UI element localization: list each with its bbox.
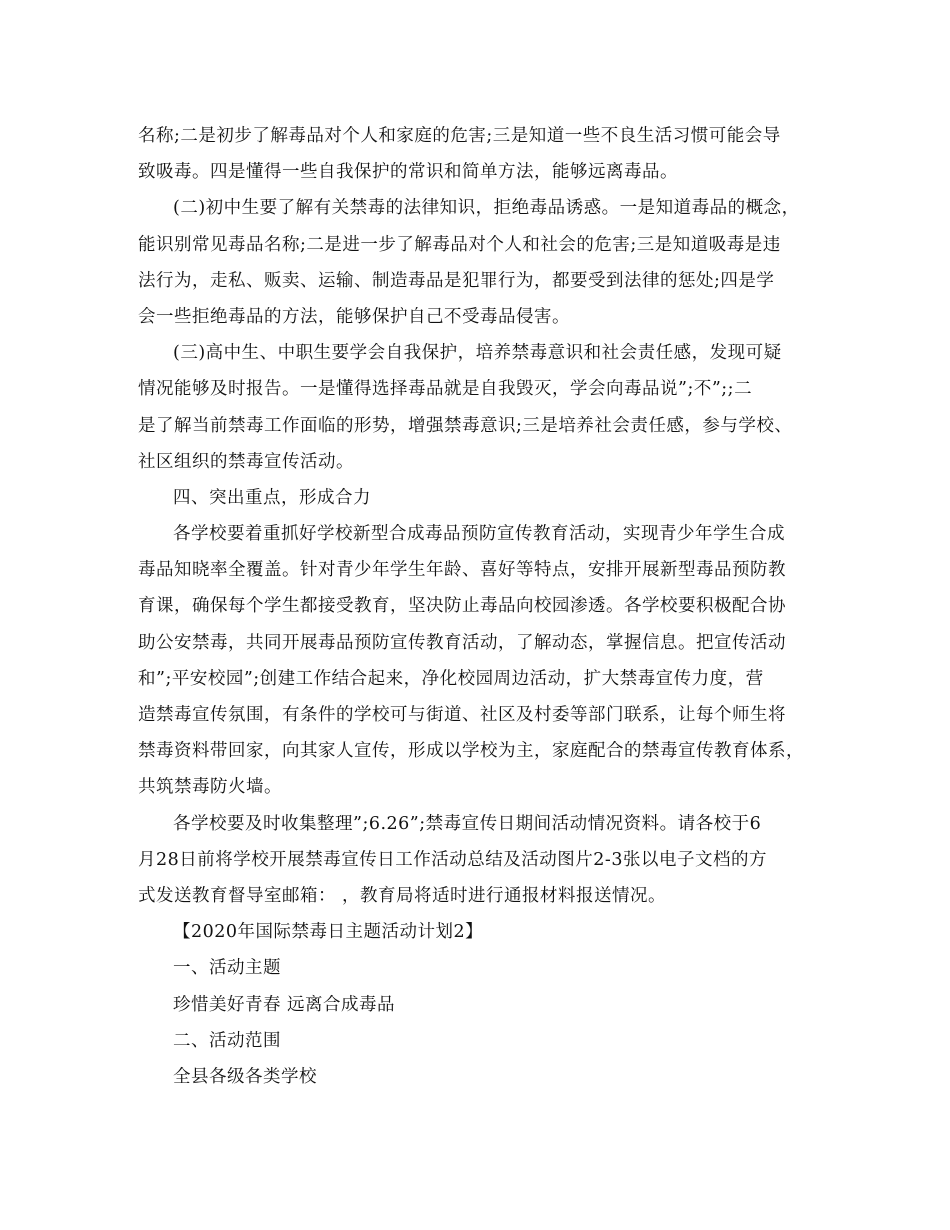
- text-line: 式发送教育督导室邮箱： ，教育局将适时进行通报材料报送情况。: [138, 885, 667, 906]
- document-body: [138, 118, 828, 1095]
- text-line: 四、突出重点，形成合力: [173, 487, 371, 508]
- text-line: 毒品知晓率全覆盖。针对青少年学生年龄、喜好等特点，安排开展新型毒品预防教: [138, 560, 786, 581]
- text-line: 各学校要着重抓好学校新型合成毒品预防宣传教育活动，实现青少年学生合成: [173, 524, 785, 545]
- text-line: 会一些拒绝毒品的方法，能够保护自己不受毒品侵害。: [138, 306, 570, 327]
- text-line: 是了解当前禁毒工作面临的形势，增强禁毒意识;三是培养社会责任感，参与学校、: [138, 415, 793, 436]
- text-line: (三)高中生、中职生要学会自我保护，培养禁毒意识和社会责任感，发现可疑: [173, 343, 782, 364]
- text-line: 【2020年国际禁毒日主题活动计划2】: [173, 922, 484, 943]
- text-line: 共筑禁毒防火墙。: [138, 777, 282, 798]
- text-line: 名称;二是初步了解毒品对个人和家庭的危害;三是知道一些不良生活习惯可能会导: [138, 126, 781, 146]
- text-line: 造禁毒宣传氛围，有条件的学校可与街道、社区及村委等部门联系，让每个师生将: [138, 705, 786, 725]
- text-line: 法行为，走私、贩卖、运输、制造毒品是犯罪行为，都要受到法律的惩处;四是学: [138, 270, 775, 291]
- text-line: 情况能够及时报告。一是懂得选择毒品就是自我毁灭，学会向毒品说”;不”;;二: [138, 379, 753, 400]
- text-line: (二)初中生要了解有关禁毒的法律知识，拒绝毒品诱惑。一是知道毒品的概念，: [173, 198, 800, 219]
- text-line: 二、活动范围: [173, 1030, 281, 1051]
- text-line: 一、活动主题: [173, 958, 281, 979]
- text-line: 育课，确保每个学生都接受教育，坚决防止毒品向校园渗透。各学校要积极配合协: [138, 596, 786, 617]
- text-line: 致吸毒。四是懂得一些自我保护的常识和简单方法，能够远离毒品。: [138, 162, 678, 183]
- text-line: 社区组织的禁毒宣传活动。: [138, 451, 354, 472]
- text-line: 禁毒资料带回家，向其家人宣传，形成以学校为主，家庭配合的禁毒宣传教育体系，: [138, 741, 804, 762]
- text-line: 和”;平安校园”;创建工作结合起来，净化校园周边活动，扩大禁毒宣传力度，营: [138, 668, 764, 689]
- text-line: 能识别常见毒品名称;二是进一步了解毒品对个人和社会的危害;三是知道吸毒是违: [138, 234, 781, 255]
- text-line: 各学校要及时收集整理”;6.26”;禁毒宣传日期间活动情况资料。请各校于6: [173, 813, 762, 834]
- text-line: 全县各级各类学校: [173, 1066, 317, 1087]
- text-line: 月28日前将学校开展禁毒宣传日工作活动总结及活动图片2-3张以电子文档的方: [138, 849, 767, 870]
- text-line: 珍惜美好青春 远离合成毒品: [173, 994, 396, 1015]
- text-line: 助公安禁毒，共同开展毒品预防宣传教育活动，了解动态，掌握信息。把宣传活动: [138, 632, 786, 653]
